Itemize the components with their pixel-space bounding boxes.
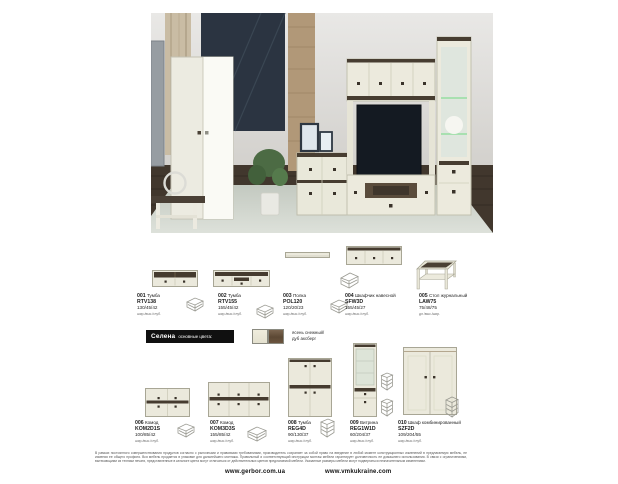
product-name: Тумба [146,293,160,298]
product-dims: 60/204/37 [350,432,371,437]
product-number: 004 [345,293,354,299]
product-dims-note: шир./выс./глуб. [283,312,307,316]
product-number: 007 [210,420,219,426]
product-code: REG1W1D [350,426,376,432]
assembly-sketch-icon [319,418,336,438]
product-code: KOM2D1S [135,426,161,432]
product-dims: 90/130/37 [288,432,309,437]
product-code: RTV155 [218,299,238,305]
product-dims: 120/20/23 [283,305,304,310]
product-001-info [137,293,161,317]
assembly-sketch-icon [255,304,275,319]
product-number: 005 [419,293,428,299]
product-name: Шкаф комбинированный [407,420,461,425]
color-swatch-caption [292,330,324,341]
product-dims-note: шир./выс./глуб. [288,439,312,443]
product-code: POL120 [283,299,303,305]
product-dims: 155/45/42 [218,305,239,310]
assembly-sketch-icon [444,396,460,418]
product-007-thumbnail [208,382,270,417]
color-swatch-oak [268,329,284,344]
product-number: 009 [350,420,359,426]
product-name: Тумба [227,293,241,298]
product-name: Стол журнальный [428,293,468,298]
product-dims: 155/45/27 [345,305,366,310]
product-dims-note: шир./выс./глуб. [137,312,161,316]
product-name: Комод [219,420,234,425]
product-dims-note: шир./выс./глуб. [218,312,242,316]
product-name: Полка [292,293,307,298]
product-number: 001 [137,293,146,299]
product-name: Шкафчик навесной [354,293,396,298]
product-code: LAW75 [419,299,437,305]
assembly-sketch-icon [176,423,196,438]
product-dims-note: шир./выс./глуб. [350,439,374,443]
assembly-sketch-icon [339,272,360,289]
series-colors-label: основные цвета: [178,334,213,339]
color-swatch-ash [252,329,268,344]
product-name: Комод [144,420,159,425]
product-dims-note: шир./выс./глуб. [210,439,234,443]
product-003-info [283,293,307,317]
product-code: RTV138 [137,299,157,305]
assembly-sketch-icon [246,426,268,442]
photo-wardrobe [171,57,233,219]
product-010-info [398,420,461,444]
product-005-info [419,293,467,317]
product-code: REG4D [288,426,306,432]
legal-disclaimer: В рамках постоянного совершенствования продуктов согласно с рыночными и правовыми требованиями, производитель сохраняет за собой право на введение в любой момент конструкционных изменений в предлагаемую мебель, не изменяя ее общего профиля. Вся мебель продается в упаковке для дальнейшего монтажа. Правильный и соответствующий инструкции монтаж мебели гарантирует долговечность ее домашнего использования. В связи с ограничениями, вытекающими из техники печати, представленные в каталоге цвета могут отличаться от действительных цветов предлагаемой мебели. Указанные размеры мебели могут подвергаться незначительным изменениям. [95,451,467,464]
product-dims-note: дл./выс./шир. [419,312,441,316]
website-gerbor-link[interactable]: www.gerbor.com.ua [225,469,286,475]
series-colors-bar [146,330,234,343]
product-number: 002 [218,293,227,299]
product-name: Тумба [297,420,311,425]
product-dims: 130/45/42 [137,305,158,310]
assembly-sketch-icon [185,297,205,312]
product-006-thumbnail [145,388,190,417]
photo-picture-frame [301,124,318,151]
product-code: SZF2D [398,426,415,432]
product-dims: 100/85/42 [135,432,156,437]
website-vmk-link[interactable]: www.vmkukraine.com [325,469,392,475]
photo-picture-frame [320,132,332,151]
product-dims-note: шир./выс./глуб. [135,439,159,443]
product-007-info [210,420,235,444]
photo-mirror [151,41,164,166]
product-005-thumbnail [416,260,457,290]
product-number: 008 [288,420,297,426]
product-number: 006 [135,420,144,426]
product-004-info [345,293,396,317]
product-008-thumbnail [288,358,332,417]
photo-tv-screen [357,105,421,175]
product-dims-note: шир./выс./глуб. [345,312,369,316]
product-dims: 75/48/75 [419,305,437,310]
product-code: SFW3D [345,299,364,305]
photo-sphere-lamp [445,116,463,134]
product-008-info [288,420,312,444]
series-name: Селена [151,333,176,340]
product-code: KOM3D3S [210,426,236,432]
product-number: 010 [398,420,407,426]
swatch-caption-line1: ясень снежный/ [292,330,325,335]
assembly-sketch-icon [380,398,394,417]
assembly-sketch-icon [380,372,394,391]
product-dims: 109/204/55 [398,432,421,437]
product-dims: 155/85/42 [210,432,231,437]
product-009-info [350,420,378,444]
product-006-info [135,420,160,444]
product-001-thumbnail [152,270,198,287]
product-number: 003 [283,293,292,299]
product-002-info [218,293,242,317]
swatch-caption-line2: дуб аксберг [292,335,317,341]
hero-photo [151,13,493,233]
product-dims-note: шир./выс./глуб. [398,439,422,443]
product-009-thumbnail [353,343,377,417]
photo-showcase [437,37,471,215]
product-002-thumbnail [213,270,270,287]
product-003-thumbnail [285,252,330,258]
product-004-thumbnail [346,246,402,265]
product-name: Витрина [359,420,378,425]
